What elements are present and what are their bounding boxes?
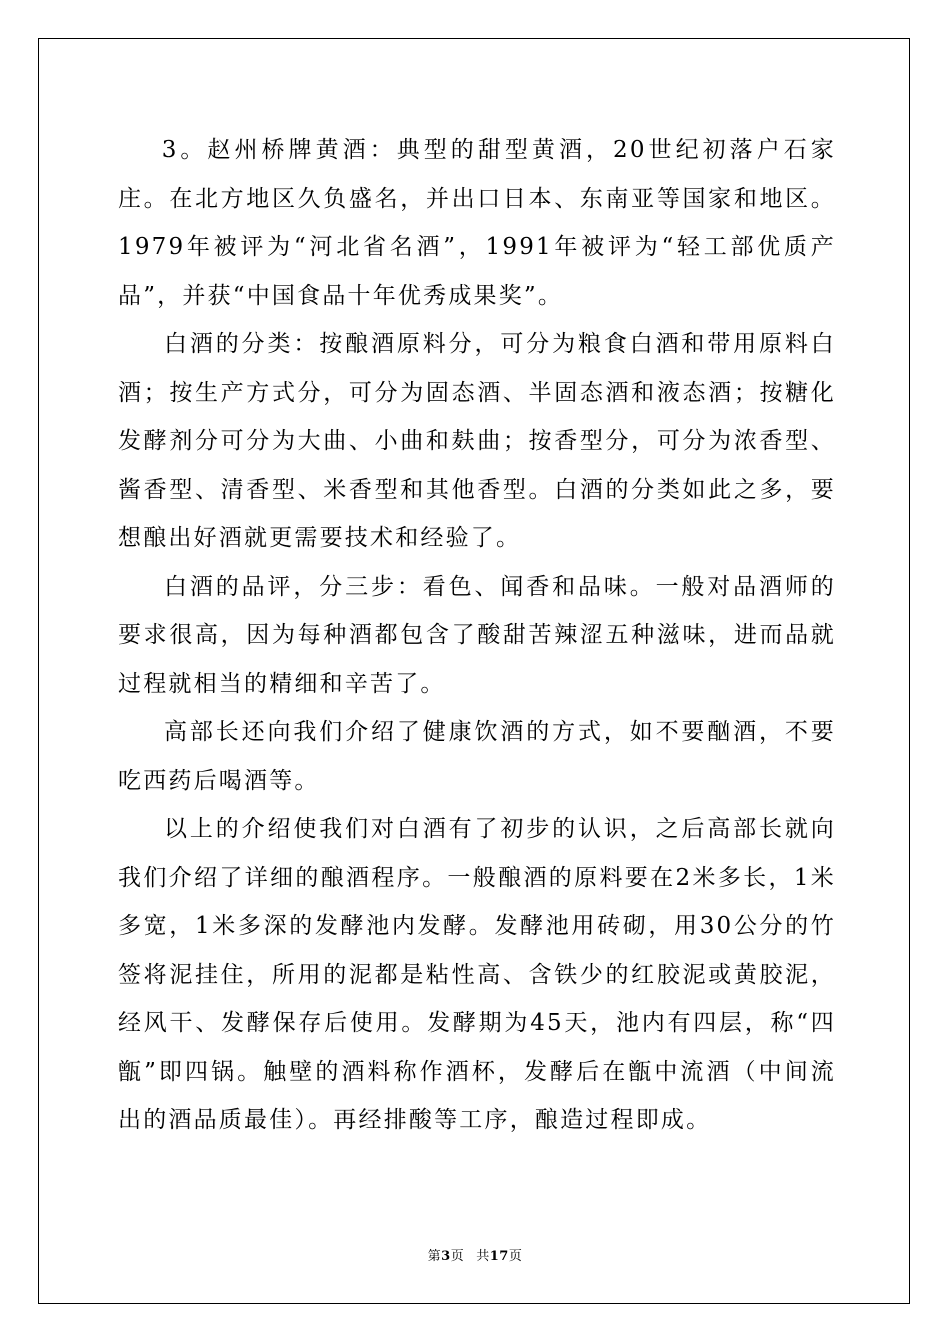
page-footer	[0, 1245, 950, 1264]
paragraph-baijiu-tasting: 白酒的品评，分三步：看色、闻香和品味。一般对品酒师的要求很高，因为每种酒都包含了酸甜苦辣涩五种滋味，进而品就过程就相当的精细和辛苦了。	[118, 573, 836, 697]
paragraph-brewing-process: 以上的介绍使我们对白酒有了初步的认识，之后高部长就向我们介绍了详细的酿酒程序。一般酿酒的原料要在2米多长，1米多宽，1米多深的发酵池内发酵。发酵池用砖砌，用30公分的竹签将泥挂住，所用的泥都是粘性高、含铁少的红胶泥或黄胶泥，经风干、发酵保存后使用。发酵期为45天，池内有四层，称“四甑”即四锅。触壁的酒料称作酒杯，发酵后在甑中流酒（中间流出的酒品质最佳）。再经排酸等工序，酿造过程即成。	[118, 816, 836, 1133]
total-prefix: 共	[476, 1249, 490, 1264]
total-suffix: 页	[508, 1249, 523, 1264]
page-number: 3	[441, 1249, 451, 1264]
page-suffix: 页	[450, 1249, 465, 1264]
document-body	[118, 126, 836, 1145]
page-prefix: 第	[427, 1249, 442, 1264]
paragraph-healthy-drinking: 高部长还向我们介绍了健康饮酒的方式，如不要酗酒，不要吃西药后喝酒等。	[118, 719, 836, 794]
paragraph-baijiu-classification: 白酒的分类：按酿酒原料分，可分为粮食白酒和带用原料白酒；按生产方式分，可分为固态酒、半固态酒和液态酒；按糖化发酵剂分可分为大曲、小曲和麸曲；按香型分，可分为浓香型、酱香型、清香型、米香型和其他香型。白酒的分类如此之多，要想酿出好酒就更需要技术和经验了。	[118, 331, 836, 551]
paragraph-zhaozhou-bridge-wine: 3。赵州桥牌黄酒：典型的甜型黄酒，20世纪初落户石家庄。在北方地区久负盛名，并出口日本、东南亚等国家和地区。1979年被评为“河北省名酒”，1991年被评为“轻工部优质产品”，并获“中国食品十年优秀成果奖”。	[118, 137, 836, 309]
total-pages: 17	[489, 1249, 509, 1264]
